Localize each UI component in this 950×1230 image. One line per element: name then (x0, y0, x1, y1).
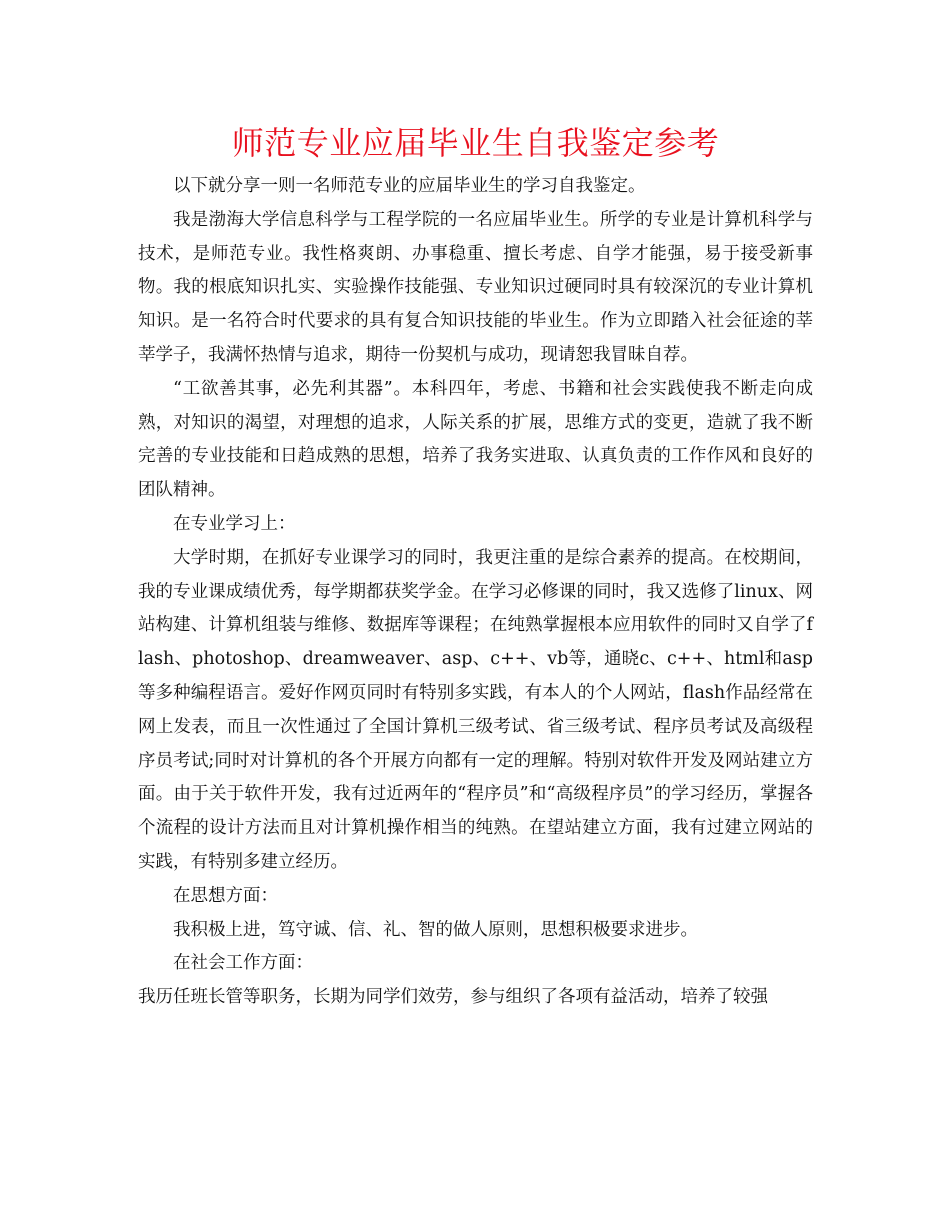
document-page (138, 118, 813, 1015)
thought-paragraph: 我积极上进，笃守诚、信、礼、智的做人原则，思想积极要求进步。 (173, 919, 698, 940)
section-heading-social-work: 在社会工作方面： (173, 953, 313, 974)
section-heading-thought: 在思想方面： (173, 885, 278, 906)
intro-paragraph: 以下就分享一则一名师范专业的应届毕业生的学习自我鉴定。 (173, 176, 646, 196)
study-paragraph: 大学时期，在抓好专业课学习的同时，我更注重的是综合素养的提高。在校期间，我的专业课成绩优秀，每学期都获奖学金。在学习必修课的同时，我又选修了linux、网站构建、计算机组装与维修、数据库等课程；在纯熟掌握根本应用软件的同时又自学了flash、photoshop、dreamweaver、asp、c++、vb等，通晓c、c++、html和asp等多种编程语言。爱好作网页同时有特别多实践，有本人的个人网站，flash作品经常在网上发表，而且一次性通过了全国计算机三级考试、省三级考试、程序员考试及高级程序员考试;同时对计算机的各个开展方向都有一定的理解。特别对软件开发及网站建立方面。由于关于软件开发，我有过近两年的“程序员”和“高级程序员”的学习经历，掌握各个流程的设计方法而且对计算机操作相当的纯熟。在望站建立方面，我有过建立网站的实践，有特别多建立经历。 (138, 547, 813, 872)
section-heading-study: 在专业学习上： (173, 513, 296, 534)
growth-paragraph: “工欲善其事，必先利其器”。本科四年，考虑、书籍和社会实践使我不断走向成熟，对知识的渴望，对理想的追求，人际关系的扩展，思维方式的变更，造就了我不断完善的专业技能和日趋成熟的思想，培养了我务实进取、认真负责的工作作风和良好的团队精神。 (138, 378, 813, 501)
document-title: 师范专业应届毕业生自我鉴定参考 (231, 124, 720, 162)
social-work-paragraph: 我历任班长管等职务，长期为同学们效劳，参与组织了各项有益活动，培养了较强 (138, 987, 768, 1008)
self-introduction-paragraph: 我是渤海大学信息科学与工程学院的一名应届毕业生。所学的专业是计算机科学与技术，是师范专业。我性格爽朗、办事稳重、擅长考虑、自学才能强，易于接受新事物。我的根底知识扎实、实验操作技能强、专业知识过硬同时具有较深沉的专业计算机知识。是一名符合时代要求的具有复合知识技能的毕业生。作为立即踏入社会征途的莘莘学子，我满怀热情与追求，期待一份契机与成功，现请恕我冒昧自荐。 (138, 209, 813, 365)
